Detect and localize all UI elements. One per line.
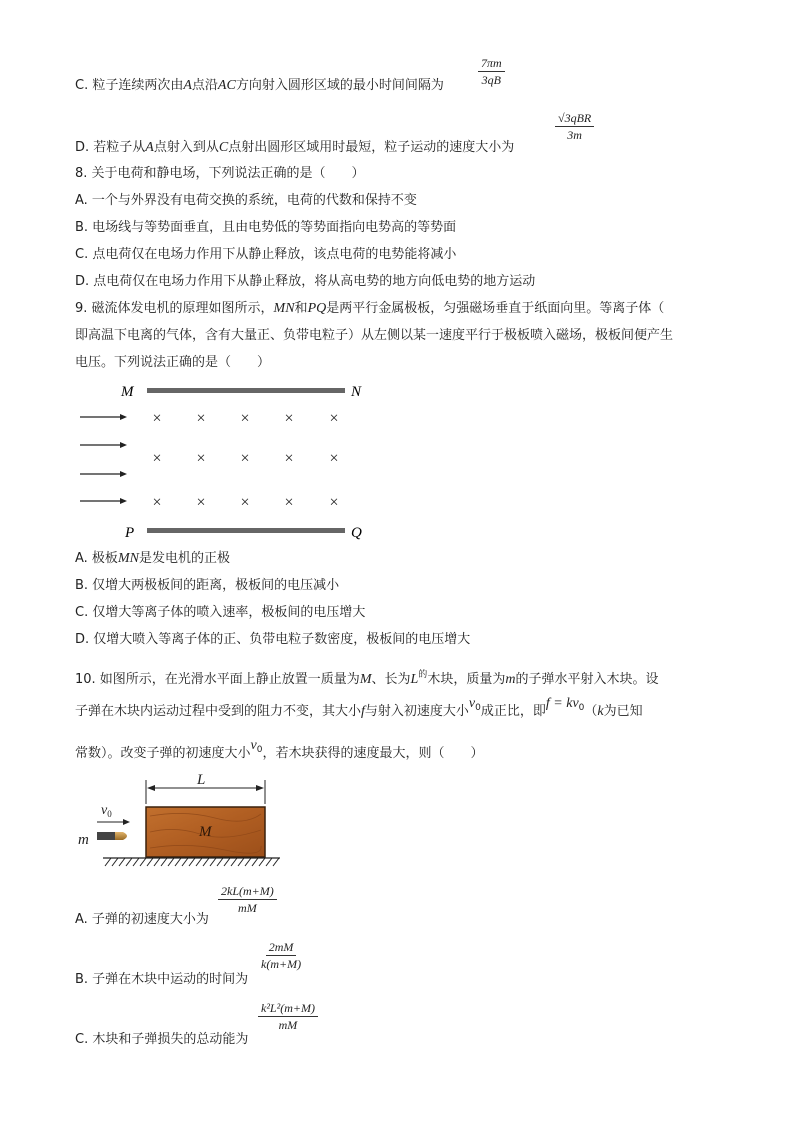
label-block-m: M [199,824,212,840]
arrow-head-left [147,785,155,791]
q8-option-b: B. 电场线与等势面垂直，且由电势低的等势面指向电势高的等势面 [75,220,457,235]
cross: × [196,450,206,467]
length-dimension [146,780,265,804]
text: 和 [294,301,308,316]
label-l: L [197,772,206,788]
arrow-head-right [256,785,264,791]
text: 子弹在木块内运动过程中受到的阻力不变，其大小 [75,704,362,719]
numerator: √3qBR [555,111,594,127]
q8-option-a: A. 一个与外界没有电荷交换的系统，电荷的代数和保持不变 [75,193,417,208]
cross: × [284,410,294,427]
q9-stem-line3: 电压。下列说法正确的是（ ） [75,355,271,370]
q10-option-a: A. 子弹的初速度大小为 [75,912,209,927]
cross: × [152,450,162,467]
q8-option-c: C. 点电荷仅在电场力作用下从静止释放，该点电荷的电势能将减小 [75,247,457,262]
numerator: 2kL(m+M) [218,884,277,900]
q9-stem-line2: 即高温下电离的气体，含有大量正、负带电粒子）从左侧以某一速度平行于极板喷入磁场，极板间便产生 [75,328,674,343]
q10-c-fraction [258,1001,318,1032]
q7-d-fraction [555,111,594,142]
var-k: k [597,704,604,719]
q10-a-fraction [218,884,277,915]
var-f: f [361,704,365,719]
plate-pq [147,528,345,533]
subscript: 0 [256,745,263,755]
velocity-arrow-head [123,819,130,825]
var-a: A [183,78,192,93]
magnetic-field-crosses [152,410,338,511]
text: 9. 磁流体发电机的原理如图所示， [75,301,274,316]
cross: × [284,494,294,511]
q10-stem-line2 [75,696,643,725]
bullet-tip [115,832,127,840]
label-p: P [125,525,135,540]
bullet-casing [97,832,115,840]
var-v0: v [468,696,476,711]
numerator: k²L²(m+M) [258,1001,318,1017]
text: C. 粒子连续两次由 [75,78,184,93]
q10-b-fraction [258,940,304,971]
q9-option-d: D. 仅增大喷入等离子体的正、负带电粒子数密度，极板间的电压增大 [75,632,471,647]
subscript: 0 [107,809,112,819]
label-n: N [351,384,362,400]
text: 为已知 [603,704,643,719]
q7-option-c [75,77,444,95]
denominator: mM [238,901,257,915]
q9-option-b: B. 仅增大两极板间的距离，极板间的电压减小 [75,578,340,593]
text: 木块，质量为 [427,672,506,687]
text: 是两平行金属极板，匀强磁场垂直于纸面向里。等离子体（ [326,301,665,316]
cross: × [240,450,250,467]
text: 方向射入圆形区域的最小时间间隔为 [235,78,444,93]
text: 的子弹水平射入木块。设 [515,672,659,687]
plasma-arrows [80,414,127,504]
label-v0 [101,803,112,819]
label-q: Q [351,525,362,540]
text: 常数）。改变子弹的初速度大小 [75,746,251,761]
plate-mn [147,388,345,393]
q10-stem-line3 [75,738,484,767]
text: 是发电机的正极 [138,551,230,566]
text: 10. 如图所示，在光滑水平面上静止放置一质量为 [75,672,360,687]
text: 点沿 [191,78,218,93]
q9-generator-figure [75,380,375,540]
var-c: C [218,140,229,155]
q7-c-fraction [478,56,505,87]
text: （ [584,704,598,719]
denominator: 3m [567,128,582,142]
label-m: M [121,384,134,400]
q8-stem: 8. 关于电荷和静电场，下列说法正确的是（ ） [75,166,365,181]
cross: × [329,450,339,467]
ground-hatching [105,858,279,866]
q10-option-b: B. 子弹在木块中运动的时间为 [75,972,249,987]
q10-option-c: C. 木块和子弹损失的总动能为 [75,1032,249,1047]
cross: × [329,494,339,511]
q8-option-d: D. 点电荷仅在电场力作用下从静止释放，将从高电势的地方向低电势的地方运动 [75,274,536,289]
text: 的 [418,670,428,680]
subscript: 0 [578,703,585,713]
text: ，若木块获得的速度最大，则（ ） [262,746,484,761]
q7-option-d [75,139,514,157]
cross: × [196,410,206,427]
label-bullet-m: m [78,832,89,848]
cross: × [240,410,250,427]
q9-stem-line1 [75,300,664,318]
var-v0: v [250,738,257,753]
var-mn: MN [117,551,139,566]
var-l: L [410,672,419,687]
denominator: k(m+M) [261,957,302,971]
text: 成正比，即 [480,704,546,719]
text: D. 若粒子从 [75,140,146,155]
cross: × [152,494,162,511]
var-pq: PQ [307,301,327,316]
cross: × [152,410,162,427]
text: 点射出圆形区域用时最短，粒子运动的速度大小为 [228,140,515,155]
subscript: 0 [475,703,481,713]
eq-f-kv0: f = kv [545,696,579,711]
var-a: A [145,140,154,155]
q9-option-a [75,550,230,568]
q10-bullet-block-figure [75,770,295,870]
denominator: mM [278,1018,298,1032]
var-m: m [505,672,516,687]
q9-option-c: C. 仅增大等离子体的喷入速率，极板间的电压增大 [75,605,366,620]
var-m-cap: M [359,672,372,687]
numerator: 2mM [266,940,297,956]
text: 与射入初速度大小 [364,704,469,719]
cross: × [240,494,250,511]
numerator: 7πm [478,56,505,72]
text: A. 极板 [75,551,118,566]
text: 、长为 [371,672,411,687]
v: v [101,803,108,818]
cross: × [196,494,206,511]
text: 点射入到从 [153,140,219,155]
q10-stem-line1 [75,666,658,689]
var-mn: MN [273,301,295,316]
denominator: 3qB [481,73,502,87]
cross: × [284,450,294,467]
cross: × [329,410,339,427]
var-ac: AC [217,78,236,93]
